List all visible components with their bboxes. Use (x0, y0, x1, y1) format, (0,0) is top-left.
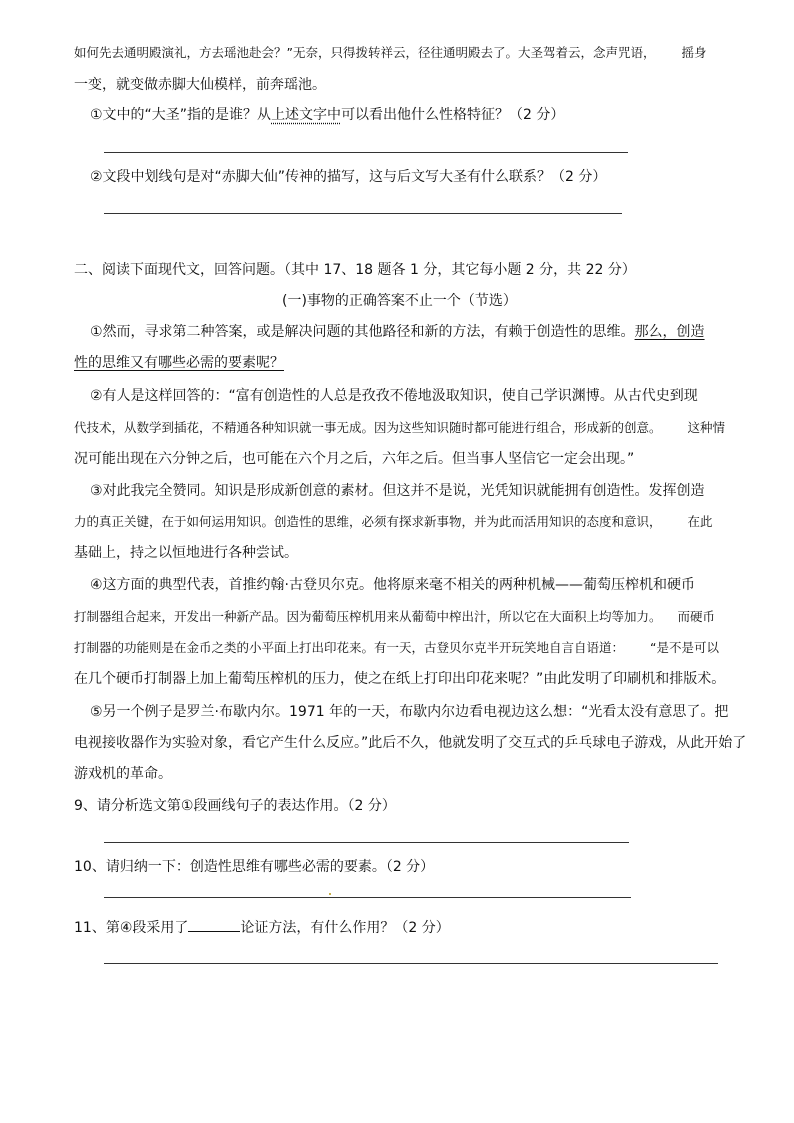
paragraph-3-line-1: ③对此我完全赞同。知识是形成新创意的素材。但这并不是说，光凭知识就能拥有创造性。发挥创造 (90, 483, 705, 499)
answer-line-2[interactable] (104, 213, 622, 214)
paragraph-3-line-2: 力的真正关键，在于如何运用知识。创造性的思维，必须有探求新事物，并为此而活用知识的态度和意识， 在此 (74, 514, 713, 529)
paragraph-5-line-3: 游戏机的革命。 (74, 766, 172, 782)
passage-tail-text-end: 摇身 (681, 45, 707, 60)
passage-tail-text: 如何先去通明殿演礼，方去瑶池赴会？”无奈，只得拨转祥云，径往通明殿去了。大圣驾着云，念声咒语， (74, 45, 656, 60)
paragraph-2-line-3: 况可能出现在六分钟之后，也可能在六个月之后，六年之后。但当事人坚信它一定会出现。” (74, 451, 635, 467)
paragraph-2-line-1: ②有人是这样回答的：“富有创造性的人总是孜孜不倦地汲取知识，使自己学识渊博。从古代史到现 (90, 388, 698, 404)
section-heading: 二、阅读下面现代文，回答问题。（其中 17、18 题各 1 分，其它每小题 2 分，共 22 分） (74, 262, 636, 278)
underlined-sentence-cont: 性的思维又有哪些必需的要素呢？ (74, 355, 284, 371)
question-9: 9、请分析选文第①段画线句子的表达作用。（2 分） (74, 798, 396, 814)
paragraph-4-line-1: ④这方面的典型代表，首推约翰·古登贝尔克。他将原来毫不相关的两种机械——葡萄压榨机和硬币 (90, 577, 695, 593)
question-11: 11、第④段采用了 论证方法，有什么作用？（2 分） (74, 917, 450, 938)
answer-line-q9[interactable] (104, 842, 629, 843)
passage-tail-line-1 (74, 43, 707, 63)
paragraph-3-line-3: 基础上，持之以恒地进行各种尝试。 (74, 545, 298, 561)
answer-line-1[interactable] (104, 152, 628, 153)
paragraph-1-line-2 (74, 353, 284, 373)
paragraph-5-line-2: 电视接收器作为实验对象，看它产生什么反应。”此后不久，他就发明了交互式的乒乓球电子游戏，从此开始了 (74, 735, 747, 751)
article-title: (一)事物的正确答案不止一个（节选） (282, 293, 517, 309)
emphasis-dotted-text: 上述文字中 (271, 107, 342, 123)
paragraph-2-line-2: 代技术，从数学到插花，不精通各种知识就一事无成。因为这些知识随时都可能进行组合，形成新的创意。 这种情 (74, 420, 726, 435)
classical-question-1: ①文中的“大圣”指的是谁？从上述文字中可以看出他什么性格特征？（2 分） (90, 107, 565, 123)
print-speck (329, 893, 331, 895)
fill-in-blank[interactable] (188, 917, 240, 932)
answer-line-q10[interactable] (104, 897, 631, 898)
paragraph-1-line-1: ①然而，寻求第二种答案，或是解决问题的其他路径和新的方法，有赖于创造性的思维。那么，创造 (90, 324, 705, 340)
answer-line-q11[interactable] (104, 963, 718, 964)
classical-question-2: ②文段中划线句是对“赤脚大仙”传神的描写，这与后文写大圣有什么联系？（2 分） (90, 169, 607, 185)
question-10: 10、请归纳一下：创造性思维有哪些必需的要素。（2 分） (74, 859, 435, 875)
paragraph-5-line-1: ⑤另一个例子是罗兰·布歇内尔。1971 年的一天，布歇内尔边看电视边这么想：“光看太没有意思了。把 (90, 704, 729, 720)
passage-tail-line-2: 一变，就变做赤脚大仙模样，前奔瑶池。 (74, 77, 326, 93)
paragraph-4-line-2: 打制器组合起来，开发出一种新产品。因为葡萄压榨机用来从葡萄中榨出汁，所以它在大面积上均等加力。 而硬币 (74, 609, 716, 624)
paragraph-4-line-4: 在几个硬币打制器上加上葡萄压榨机的压力，使之在纸上打印出印花来呢？”由此发明了印刷机和排版术。 (74, 671, 726, 687)
paragraph-4-line-3: 打制器的功能则是在金币之类的小平面上打出印花来。有一天，古登贝尔克半开玩笑地自言自语道： “是不是可以 (74, 640, 719, 655)
underlined-sentence: 那么，创造 (634, 324, 705, 340)
